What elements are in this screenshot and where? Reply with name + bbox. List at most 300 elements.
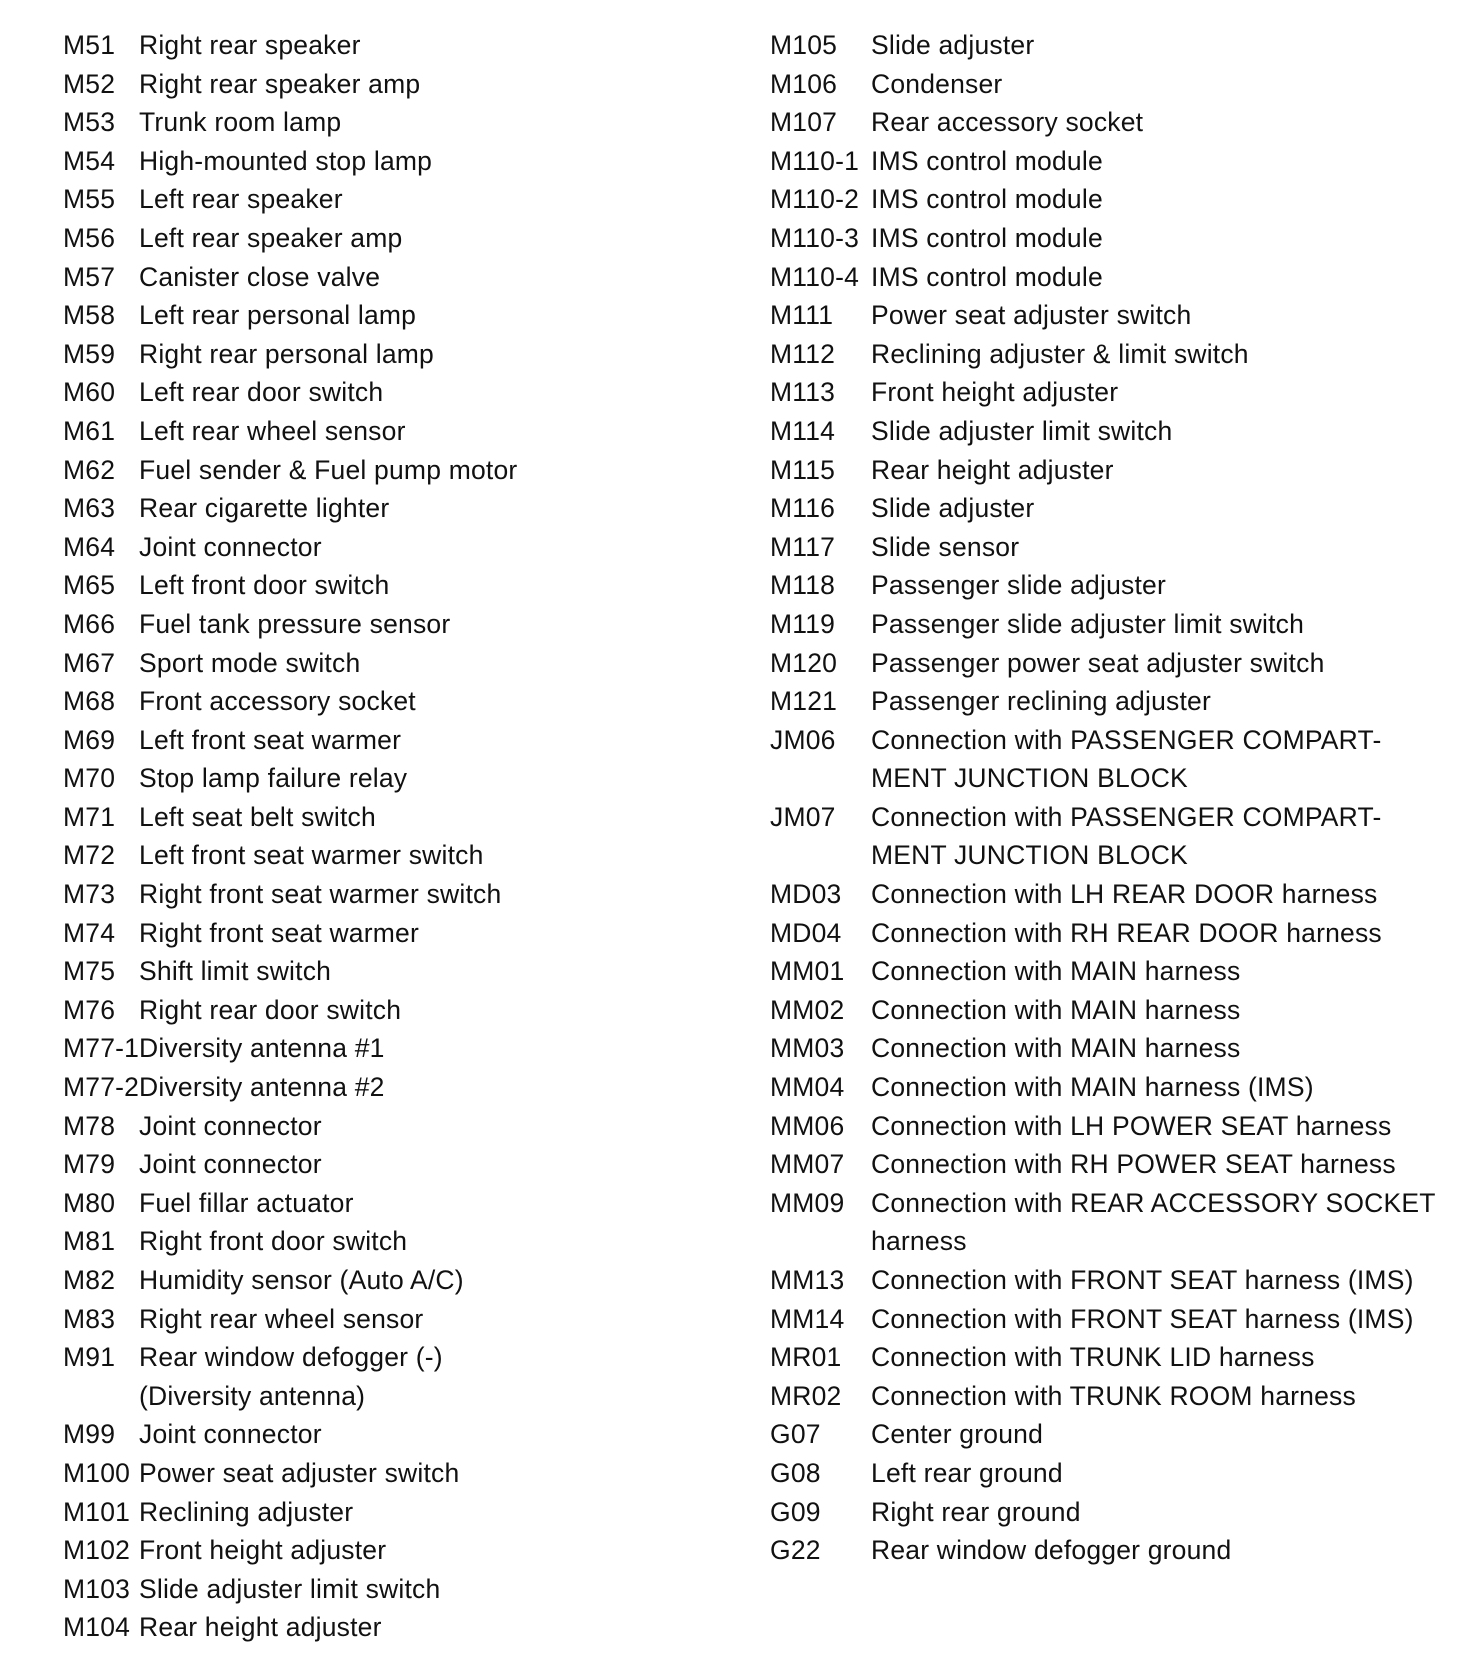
connector-code: M105: [770, 30, 838, 60]
connector-code: M119: [770, 608, 836, 639]
connector-code: M83: [63, 1303, 116, 1334]
list-item: [770, 1531, 1460, 1570]
list-item: [770, 26, 1460, 65]
connector-description: [871, 1377, 1460, 1416]
connector-code: M54: [63, 145, 116, 176]
connector-description: [139, 991, 703, 1030]
list-item: [63, 180, 703, 219]
list-item: [770, 991, 1460, 1030]
connector-code: M82: [63, 1265, 116, 1295]
connector-code: M69: [63, 724, 116, 755]
connector-code: M59: [63, 338, 116, 369]
description-line: Rear height adjuster: [139, 1612, 382, 1643]
description-line: Rear cigarette lighter: [139, 493, 390, 524]
description-line: Right front door switch: [139, 1226, 408, 1257]
description-line: Right front seat warmer: [139, 917, 420, 948]
description-line: Connection with LH POWER SEAT harness: [871, 1110, 1392, 1141]
connector-description: [871, 1493, 1460, 1532]
connector-description: [871, 1145, 1460, 1184]
list-item: [63, 1415, 703, 1454]
connector-code: JM06: [770, 724, 836, 755]
list-item: [770, 1338, 1460, 1377]
list-item: [63, 1570, 703, 1609]
description-line: Connection with MAIN harness: [871, 1033, 1241, 1064]
connector-code: MM06: [770, 1110, 845, 1141]
list-item: [63, 605, 703, 644]
list-item: [770, 914, 1460, 953]
list-item: [63, 103, 703, 142]
connector-description: [139, 1454, 703, 1493]
list-item: [63, 528, 703, 567]
description-line: Left rear wheel sensor: [139, 415, 406, 446]
description-line: Joint connector: [139, 1110, 322, 1141]
list-item: [63, 721, 703, 760]
connector-description: [871, 142, 1460, 181]
description-line: Reclining adjuster: [139, 1496, 354, 1527]
connector-code: M121: [770, 686, 838, 717]
description-line: Fuel sender & Fuel pump motor: [139, 454, 518, 485]
connector-description: [871, 373, 1460, 412]
connector-description: [871, 798, 1460, 875]
description-line: Condenser: [871, 68, 1003, 99]
description-line: Passenger slide adjuster limit switch: [871, 608, 1305, 639]
connector-description: [871, 528, 1460, 567]
list-item: [63, 991, 703, 1030]
connector-description: [139, 335, 703, 374]
connector-code: M117: [770, 531, 836, 562]
connector-code: M112: [770, 338, 836, 369]
left-column: [63, 26, 703, 1647]
description-line: Slide adjuster: [871, 30, 1035, 60]
description-line: Front height adjuster: [139, 1535, 387, 1566]
list-item: [63, 759, 703, 798]
connector-description: [139, 1029, 703, 1068]
description-line: Left rear speaker: [139, 184, 343, 215]
connector-description: [871, 721, 1460, 798]
description-line: Connection with RH REAR DOOR harness: [871, 917, 1382, 948]
description-line: Right rear personal lamp: [139, 338, 434, 369]
list-item: [770, 1454, 1460, 1493]
description-line: Connection with RH POWER SEAT harness: [871, 1149, 1396, 1180]
description-line: Right rear ground: [871, 1496, 1081, 1527]
description-line: Slide adjuster limit switch: [871, 415, 1173, 446]
list-item: [770, 528, 1460, 567]
list-item: [770, 180, 1460, 219]
list-item: [63, 258, 703, 297]
connector-description: [871, 296, 1460, 335]
connector-description: [871, 566, 1460, 605]
list-item: [770, 605, 1460, 644]
description-line: Joint connector: [139, 1149, 322, 1180]
connector-description: [139, 836, 703, 875]
description-line: Rear window defogger ground: [871, 1535, 1232, 1566]
connector-description: [139, 605, 703, 644]
connector-description: [139, 103, 703, 142]
description-line: Slide adjuster limit switch: [139, 1573, 441, 1604]
connector-code: MM09: [770, 1187, 845, 1218]
connector-code: G07: [770, 1419, 821, 1450]
connector-description: [139, 566, 703, 605]
connector-code: M77-2: [63, 1072, 140, 1103]
connector-description: [139, 914, 703, 953]
connector-code: M80: [63, 1187, 116, 1218]
connector-description: [139, 258, 703, 297]
connector-description: [139, 1493, 703, 1532]
description-line: Power seat adjuster switch: [871, 300, 1192, 331]
description-line: Left rear ground: [871, 1457, 1063, 1488]
connector-description: [871, 991, 1460, 1030]
list-item: [770, 798, 1460, 875]
connector-description: [139, 219, 703, 258]
description-line: Right rear door switch: [139, 994, 402, 1025]
connector-code: M77-1: [63, 1033, 140, 1064]
connector-description: [871, 1531, 1460, 1570]
description-line: Diversity antenna #1: [139, 1033, 385, 1064]
list-item: [63, 1531, 703, 1570]
description-line: Front height adjuster: [871, 377, 1119, 408]
description-line: Connection with MAIN harness (IMS): [871, 1072, 1314, 1103]
description-line: Slide adjuster: [871, 493, 1035, 524]
connector-description: [871, 1029, 1460, 1068]
connector-code: M101: [63, 1496, 131, 1527]
description-line: Fuel fillar actuator: [139, 1187, 354, 1218]
connector-code: M113: [770, 377, 836, 408]
connector-description: [139, 1068, 703, 1107]
list-item: [770, 1415, 1460, 1454]
connector-code: M71: [63, 801, 116, 832]
connector-code: M110-3: [770, 222, 860, 253]
description-line: MENT JUNCTION BLOCK: [871, 840, 1188, 871]
connector-description: [139, 682, 703, 721]
connector-description: [871, 1261, 1460, 1300]
connector-description: [871, 26, 1460, 65]
description-line: Connection with LH REAR DOOR harness: [871, 879, 1378, 910]
connector-code: M72: [63, 840, 116, 871]
connector-code: G22: [770, 1535, 821, 1566]
description-line: Joint connector: [139, 1419, 322, 1450]
connector-description: [871, 258, 1460, 297]
connector-description: [139, 1338, 703, 1415]
connector-code: G08: [770, 1457, 821, 1488]
connector-code: MD03: [770, 879, 842, 910]
list-item: [63, 1454, 703, 1493]
description-line: (Diversity antenna): [139, 1380, 366, 1411]
list-item: [63, 644, 703, 683]
connector-code: JM07: [770, 801, 836, 832]
connector-code: M66: [63, 608, 116, 639]
list-item: [770, 682, 1460, 721]
connector-code: M52: [63, 68, 116, 99]
description-line: Connection with REAR ACCESSORY SOCKET: [871, 1187, 1436, 1218]
connector-code: MM04: [770, 1072, 845, 1103]
description-line: High-mounted stop lamp: [139, 145, 433, 176]
description-line: Connection with PASSENGER COMPART-: [871, 801, 1382, 832]
connector-description: [139, 1531, 703, 1570]
connector-description: [871, 219, 1460, 258]
list-item: [63, 875, 703, 914]
connector-code: M55: [63, 184, 116, 215]
connector-code: M118: [770, 570, 836, 601]
description-line: Left front seat warmer: [139, 724, 402, 755]
list-item: [770, 65, 1460, 104]
description-line: Sport mode switch: [139, 647, 361, 678]
description-line: Reclining adjuster & limit switch: [871, 338, 1249, 369]
connector-code: MR02: [770, 1380, 842, 1411]
connector-description: [871, 952, 1460, 991]
connector-description: [139, 180, 703, 219]
description-line: Slide sensor: [871, 531, 1020, 562]
list-item: [63, 1338, 703, 1415]
list-item: [770, 1029, 1460, 1068]
description-line: Connection with FRONT SEAT harness (IMS): [871, 1265, 1414, 1295]
list-item: [63, 914, 703, 953]
list-item: [63, 566, 703, 605]
connector-code: M110-4: [770, 261, 860, 292]
connector-code: M65: [63, 570, 116, 601]
description-line: IMS control module: [871, 184, 1103, 215]
connector-code: M75: [63, 956, 116, 987]
connector-description: [871, 451, 1460, 490]
list-item: [63, 26, 703, 65]
connector-description: [871, 335, 1460, 374]
list-item: [63, 373, 703, 412]
connector-code: MD04: [770, 917, 842, 948]
description-line: Connection with PASSENGER COMPART-: [871, 724, 1382, 755]
list-item: [770, 875, 1460, 914]
list-item: [63, 451, 703, 490]
connector-code: MR01: [770, 1342, 842, 1373]
connector-description: [871, 605, 1460, 644]
description-line: Power seat adjuster switch: [139, 1457, 460, 1488]
connector-description: [139, 1608, 703, 1647]
list-item: [63, 1029, 703, 1068]
description-line: Left rear door switch: [139, 377, 384, 408]
connector-code: MM13: [770, 1265, 845, 1295]
list-item: [63, 1145, 703, 1184]
description-line: MENT JUNCTION BLOCK: [871, 763, 1188, 794]
connector-description: [139, 373, 703, 412]
description-line: Passenger reclining adjuster: [871, 686, 1211, 717]
description-line: Rear window defogger (-): [139, 1342, 443, 1373]
description-line: Connection with TRUNK LID harness: [871, 1342, 1315, 1373]
list-item: [63, 952, 703, 991]
connector-code: MM14: [770, 1303, 845, 1334]
connector-description: [139, 1107, 703, 1146]
list-item: [63, 142, 703, 181]
list-item: [770, 1261, 1460, 1300]
list-item: [63, 1222, 703, 1261]
connector-description: [139, 1300, 703, 1339]
connector-description: [139, 65, 703, 104]
list-item: [770, 451, 1460, 490]
connector-description: [139, 528, 703, 567]
connector-description: [871, 644, 1460, 683]
list-item: [63, 1107, 703, 1146]
connector-description: [139, 412, 703, 451]
connector-code: M110-1: [770, 145, 860, 176]
connector-description: [139, 296, 703, 335]
connector-code: M74: [63, 917, 116, 948]
connector-code: M110-2: [770, 184, 860, 215]
right-column: [770, 26, 1460, 1570]
connector-code: M64: [63, 531, 116, 562]
connector-code: M56: [63, 222, 116, 253]
connector-code: M68: [63, 686, 116, 717]
connector-description: [139, 489, 703, 528]
list-item: [770, 296, 1460, 335]
connector-code: M81: [63, 1226, 116, 1257]
list-item: [63, 219, 703, 258]
connector-code: M116: [770, 493, 836, 524]
description-line: Passenger slide adjuster: [871, 570, 1166, 601]
connector-code: M106: [770, 68, 838, 99]
list-item: [63, 412, 703, 451]
connector-description: [139, 1145, 703, 1184]
connector-code: M78: [63, 1110, 116, 1141]
list-item: [63, 1068, 703, 1107]
description-line: Stop lamp failure relay: [139, 763, 408, 794]
list-item: [770, 644, 1460, 683]
list-item: [770, 489, 1460, 528]
connector-description: [871, 914, 1460, 953]
list-item: [770, 335, 1460, 374]
connector-code: MM03: [770, 1033, 845, 1064]
connector-code: M70: [63, 763, 116, 794]
connector-description: [871, 65, 1460, 104]
list-item: [770, 103, 1460, 142]
connector-code: M73: [63, 879, 116, 910]
list-item: [63, 1300, 703, 1339]
connector-code: M61: [63, 415, 116, 446]
description-line: Joint connector: [139, 531, 322, 562]
connector-description: [139, 26, 703, 65]
connector-description: [139, 798, 703, 837]
description-line: Left seat belt switch: [139, 801, 376, 832]
connector-code: M107: [770, 107, 838, 138]
connector-description: [871, 489, 1460, 528]
list-item: [63, 489, 703, 528]
description-line: Right front seat warmer switch: [139, 879, 502, 910]
connector-description: [871, 1415, 1460, 1454]
connector-description: [871, 180, 1460, 219]
connector-code: M76: [63, 994, 116, 1025]
list-item: [63, 335, 703, 374]
description-line: Connection with FRONT SEAT harness (IMS): [871, 1303, 1414, 1334]
connector-description: [139, 142, 703, 181]
list-item: [770, 566, 1460, 605]
connector-code: M115: [770, 454, 836, 485]
list-item: [770, 1493, 1460, 1532]
list-item: [770, 142, 1460, 181]
connector-description: [871, 1454, 1460, 1493]
description-line: IMS control module: [871, 261, 1103, 292]
connector-description: [139, 1415, 703, 1454]
list-item: [770, 373, 1460, 412]
connector-description: [139, 1261, 703, 1300]
connector-code: M53: [63, 107, 116, 138]
description-line: Right rear wheel sensor: [139, 1303, 424, 1334]
connector-code: M100: [63, 1457, 131, 1488]
connector-code: MM02: [770, 994, 845, 1025]
connector-code: M104: [63, 1612, 131, 1643]
connector-description: [871, 103, 1460, 142]
connector-code: M63: [63, 493, 116, 524]
list-item: [770, 1068, 1460, 1107]
description-line: Right rear speaker amp: [139, 68, 421, 99]
connector-code: M58: [63, 300, 116, 331]
list-item: [770, 1145, 1460, 1184]
connector-description: [871, 875, 1460, 914]
connector-description: [871, 1300, 1460, 1339]
connector-code: M57: [63, 261, 116, 292]
list-item: [770, 721, 1460, 798]
list-item: [770, 412, 1460, 451]
connector-description: [139, 1184, 703, 1223]
list-item: [63, 65, 703, 104]
connector-description: [871, 1338, 1460, 1377]
description-line: Front accessory socket: [139, 686, 416, 717]
connector-code: M99: [63, 1419, 116, 1450]
connector-description: [871, 682, 1460, 721]
description-line: Humidity sensor (Auto A/C): [139, 1265, 464, 1295]
description-line: Center ground: [871, 1419, 1044, 1450]
list-item: [770, 1300, 1460, 1339]
description-line: IMS control module: [871, 145, 1103, 176]
connector-code: M103: [63, 1573, 131, 1604]
connector-description: [871, 1107, 1460, 1146]
description-line: Passenger power seat adjuster switch: [871, 647, 1325, 678]
description-line: Canister close valve: [139, 261, 381, 292]
description-line: Shift limit switch: [139, 956, 332, 987]
connector-code: M120: [770, 647, 838, 678]
description-line: IMS control module: [871, 222, 1103, 253]
list-item: [63, 798, 703, 837]
connector-description: [139, 644, 703, 683]
description-line: Rear height adjuster: [871, 454, 1114, 485]
list-item: [63, 682, 703, 721]
connector-description: [139, 1570, 703, 1609]
connector-code: M51: [63, 30, 116, 60]
description-line: Fuel tank pressure sensor: [139, 608, 451, 639]
description-line: Diversity antenna #2: [139, 1072, 385, 1103]
list-item: [770, 1184, 1460, 1261]
description-line: Left front door switch: [139, 570, 390, 601]
connector-description: [139, 451, 703, 490]
connector-description: [139, 875, 703, 914]
connector-code: M114: [770, 415, 836, 446]
connector-description: [871, 1184, 1460, 1261]
connector-code: M62: [63, 454, 116, 485]
connector-code: MM01: [770, 956, 845, 987]
connector-code: M111: [770, 300, 834, 331]
list-item: [63, 1493, 703, 1532]
connector-description: [871, 412, 1460, 451]
description-line: harness: [871, 1226, 967, 1257]
list-item: [63, 296, 703, 335]
connector-code: M60: [63, 377, 116, 408]
connector-description: [871, 1068, 1460, 1107]
description-line: Connection with MAIN harness: [871, 956, 1241, 987]
list-item: [63, 1608, 703, 1647]
connector-code: M67: [63, 647, 116, 678]
list-item: [770, 952, 1460, 991]
description-line: Trunk room lamp: [139, 107, 342, 138]
list-item: [770, 1107, 1460, 1146]
connector-code: M91: [63, 1342, 116, 1373]
connector-code: M102: [63, 1535, 131, 1566]
connector-description: [139, 759, 703, 798]
connector-code: G09: [770, 1496, 821, 1527]
